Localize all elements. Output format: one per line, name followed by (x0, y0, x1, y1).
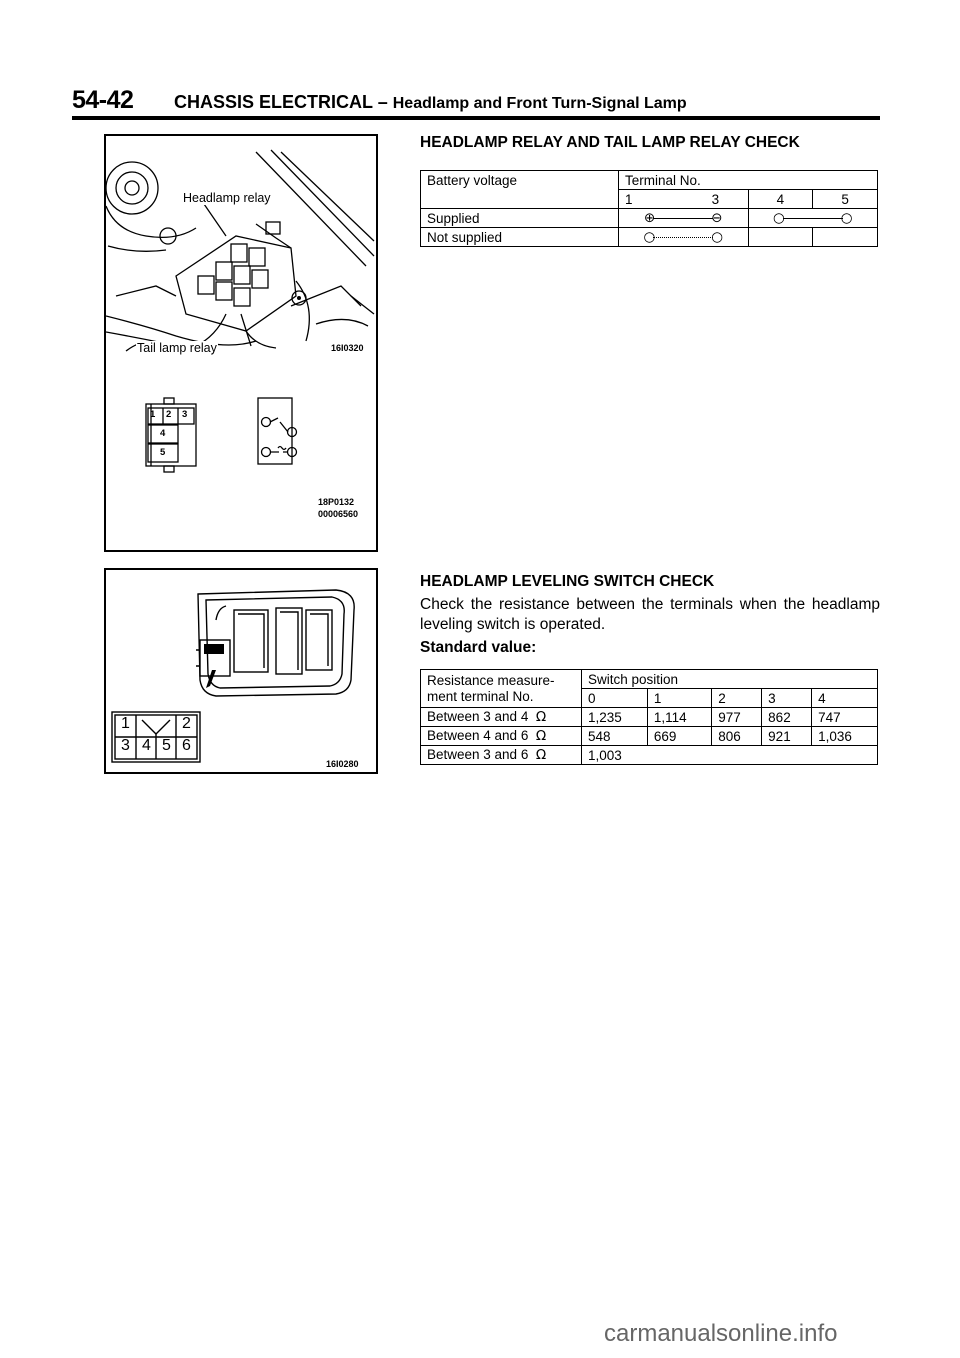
continuity-symbol (748, 209, 878, 228)
ohm-unit: Ω (535, 709, 547, 725)
figure-code: 18P0132 (318, 497, 355, 507)
resistance-value: 862 (762, 708, 812, 727)
switch-pin-label: 6 (182, 737, 191, 754)
row-label-text: Between 4 and 6 (427, 728, 529, 743)
terminal-number: 5 (813, 190, 878, 209)
section-separator: – (377, 92, 388, 112)
terminal-number: 4 (748, 190, 813, 209)
positive-terminal-icon: ⊕ (643, 210, 656, 226)
terminal-circle-icon: ○ (840, 210, 853, 226)
section-name: CHASSIS ELECTRICAL (174, 92, 373, 112)
leveling-switch-figure (104, 568, 378, 774)
leveling-check-heading: HEADLAMP LEVELING SWITCH CHECK (420, 573, 715, 590)
page-number: 54-42 (72, 86, 134, 114)
position-number: 4 (812, 689, 878, 708)
pin-label: 5 (160, 447, 166, 458)
headlamp-relay-label: Headlamp relay (183, 191, 271, 205)
position-number: 1 (647, 689, 711, 708)
subsection-name: Headlamp and Front Turn-Signal Lamp (392, 95, 687, 112)
resistance-value: 1,235 (582, 708, 648, 727)
resistance-value: 1,036 (812, 727, 878, 746)
connection-line (653, 218, 713, 219)
terminal-number: 3 (683, 190, 748, 209)
switch-position-header: Switch position (582, 670, 878, 689)
leveling-resistance-table (420, 669, 878, 765)
battery-voltage-header: Battery voltage (421, 171, 619, 209)
table-row (421, 228, 878, 247)
leveling-check-instruction: Check the resistance between the terminals when the headlamp leveling switch is operated. (420, 596, 880, 633)
terminal-circle-icon: ○ (711, 229, 724, 245)
pin-label: 4 (160, 428, 166, 439)
resistance-value: 669 (647, 727, 711, 746)
table-row (421, 171, 878, 190)
switch-pin-label: 3 (121, 737, 130, 754)
relay-check-table (420, 170, 878, 247)
terminal-no-header: Terminal No. (619, 171, 878, 190)
terminal-header (421, 670, 582, 708)
row-label (421, 727, 582, 746)
standard-value-label: Standard value: (420, 639, 537, 656)
terminal-circle-icon: ○ (772, 210, 785, 226)
figure-code: 00006560 (318, 509, 359, 519)
pin-label: 1 (150, 409, 156, 420)
switch-pin-label: 1 (121, 715, 130, 732)
page-header (72, 82, 882, 118)
table-row (421, 746, 878, 765)
negative-terminal-icon: ⊖ (711, 210, 723, 226)
tail-lamp-relay-label: Tail lamp relay (137, 341, 217, 355)
terminal-header-line1: Resistance measure- (427, 672, 555, 688)
figure-code: 16I0320 (331, 343, 364, 353)
row-label (421, 746, 582, 765)
continuity-symbol (619, 209, 749, 228)
header-rule (72, 116, 880, 120)
resistance-value: 921 (762, 727, 812, 746)
switch-pin-label: 5 (162, 737, 171, 754)
terminal-number: 1 (619, 190, 684, 209)
connection-line (653, 237, 713, 238)
position-number: 3 (762, 689, 812, 708)
resistance-value: 1,114 (647, 708, 711, 727)
resistance-value: 806 (712, 727, 762, 746)
position-number: 0 (582, 689, 648, 708)
section-title (174, 92, 687, 113)
resistance-value: 548 (582, 727, 648, 746)
resistance-value: 1,003 (582, 746, 878, 765)
row-label: Supplied (421, 209, 619, 228)
table-row (421, 670, 878, 689)
empty-cell (748, 228, 813, 247)
table-row (421, 209, 878, 228)
watermark: carmanualsonline.info (604, 1320, 838, 1347)
ohm-unit: Ω (535, 747, 547, 763)
row-label: Not supplied (421, 228, 619, 247)
terminal-header-line2: ment terminal No. (427, 688, 534, 704)
ohm-unit: Ω (535, 728, 547, 744)
switch-pin-label: 4 (142, 737, 151, 754)
relay-check-heading: HEADLAMP RELAY AND TAIL LAMP RELAY CHECK (420, 134, 800, 151)
resistance-value: 977 (712, 708, 762, 727)
switch-pin-label: 2 (182, 715, 191, 732)
resistance-value: 747 (812, 708, 878, 727)
row-label-text: Between 3 and 4 (427, 709, 529, 724)
terminal-circle-icon: ○ (643, 229, 656, 245)
figure-code: 16I0280 (326, 759, 359, 769)
table-row (421, 727, 878, 746)
pin-label: 2 (166, 409, 172, 420)
relay-location-figure (104, 134, 378, 552)
empty-cell (813, 228, 878, 247)
continuity-symbol (619, 228, 749, 247)
pin-label: 3 (182, 409, 188, 420)
row-label (421, 708, 582, 727)
connection-line (783, 218, 843, 219)
table-row (421, 708, 878, 727)
position-number: 2 (712, 689, 762, 708)
row-label-text: Between 3 and 6 (427, 747, 529, 762)
